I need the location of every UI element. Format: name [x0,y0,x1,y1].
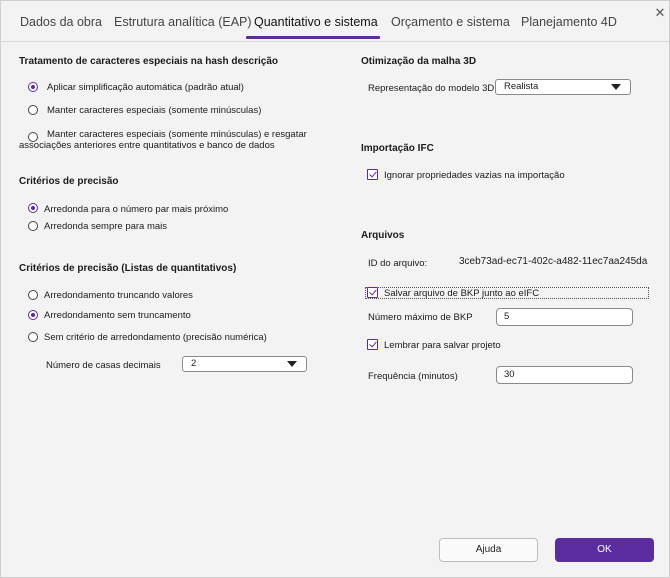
tab-bar [1,1,669,42]
chevron-down-icon [287,361,297,367]
max-bkp-input[interactable]: 5 [496,308,633,326]
tab-estrutura-analitica[interactable]: Estrutura analítica (EAP) [114,15,252,29]
radio-manter-resgatar-label-line1: Manter caracteres especiais (somente minúsculas) e resgatar [47,129,307,140]
model-3d-value: Realista [504,81,539,92]
precision-title: Critérios de precisão [19,176,119,187]
ignore-empty-label: Ignorar propriedades vazias na importação [384,170,565,181]
tab-planejamento-4d[interactable]: Planejamento 4D [521,15,617,29]
radio-truncando-label: Arredondamento truncando valores [44,290,193,301]
radio-manter-resgatar-label-line2: associações anteriores entre quantitativos e banco de dados [19,140,275,151]
radio-sem-truncamento-label: Arredondamento sem truncamento [44,310,191,321]
files-title: Arquivos [361,230,405,241]
radio-arredonda-par[interactable] [28,203,38,213]
remind-save-label: Lembrar para salvar projeto [384,340,501,351]
max-bkp-label: Número máximo de BKP [368,312,473,323]
close-icon[interactable]: ✕ [654,5,666,20]
save-bkp-label: Salvar arquivo de BKP junto ao eIFC [384,288,540,299]
save-bkp-checkbox[interactable] [367,287,378,298]
radio-sem-criterio[interactable] [28,332,38,342]
chevron-down-icon [611,84,621,90]
radio-sem-criterio-label: Sem critério de arredondamento (precisão numérica) [44,332,267,343]
decimals-value: 2 [191,358,197,369]
mesh-title: Otimização da malha 3D [361,56,477,67]
frequency-label: Frequência (minutos) [368,371,458,382]
file-id-label: ID do arquivo: [368,258,428,269]
ignore-empty-checkbox[interactable] [367,169,378,180]
radio-sem-truncamento[interactable] [28,310,38,320]
decimals-select[interactable] [182,356,307,372]
model-3d-select[interactable] [495,79,631,95]
ifc-title: Importação IFC [361,143,434,154]
precision-lists-title: Critérios de precisão (Listas de quantitativos) [19,263,237,274]
model-3d-label: Representação do modelo 3D [368,83,495,94]
remind-save-checkbox[interactable] [367,339,378,350]
radio-manter-caracteres[interactable] [28,105,38,115]
radio-arredonda-mais[interactable] [28,221,38,231]
ok-button[interactable]: OK [555,538,654,562]
tab-orcamento-e-sistema[interactable]: Orçamento e sistema [391,15,510,29]
tab-quantitativo-e-sistema[interactable]: Quantitativo e sistema [254,15,378,29]
tab-dados-da-obra[interactable]: Dados da obra [20,15,103,29]
decimals-label: Número de casas decimais [46,360,161,371]
radio-arredonda-mais-label: Arredonda sempre para mais [44,221,168,232]
radio-manter-caracteres-label: Manter caracteres especiais (somente minúsculas) [47,105,262,116]
radio-simplificacao-label: Aplicar simplificação automática (padrão atual) [47,82,244,93]
radio-truncando[interactable] [28,290,38,300]
active-tab-indicator [246,36,380,39]
file-id-value: 3ceb73ad-ec71-402c-a482-11ec7aa245da [459,256,648,267]
frequency-input[interactable]: 30 [496,366,633,384]
special-chars-title: Tratamento de caracteres especiais na hash descrição [19,56,279,67]
help-button[interactable]: Ajuda [439,538,538,562]
radio-simplificacao[interactable] [28,82,38,92]
radio-arredonda-par-label: Arredonda para o número par mais próximo [44,204,229,215]
